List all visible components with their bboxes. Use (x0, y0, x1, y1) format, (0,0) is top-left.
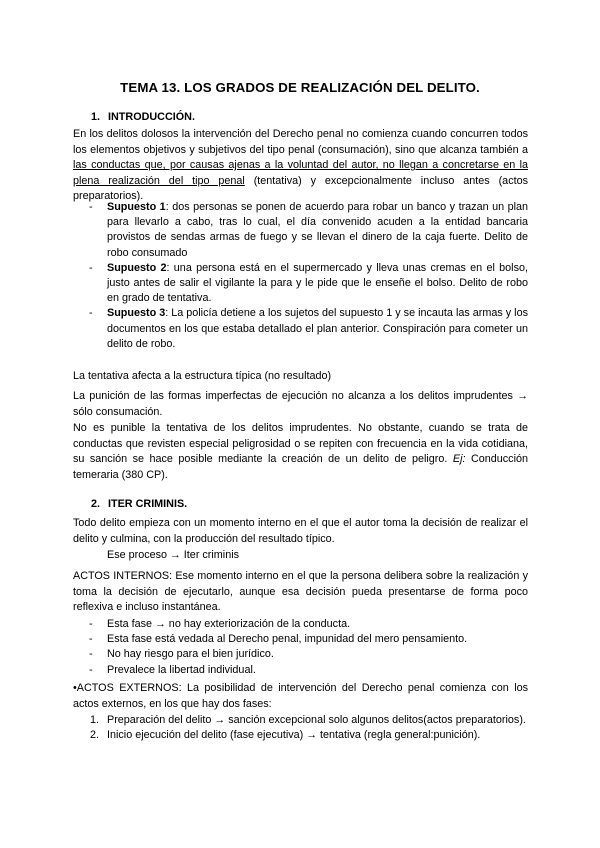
page-title: TEMA 13. LOS GRADOS DE REALIZACIÓN DEL DELITO. (120, 80, 480, 95)
item-text: Preparación del delito → sanción excepcional solo algunos delitos(actos preparatorios). (107, 714, 526, 726)
list-item (73, 200, 528, 261)
imprudentes-paragraph (73, 421, 528, 483)
intro-underlined-text: las conductas que, por causas ajenas a la voluntad del autor, no llegan a concretarse en la plena realización del tipo penal (73, 159, 528, 187)
item-number: 2. (90, 729, 100, 742)
list-item (73, 728, 528, 743)
item-text: Inicio ejecución del delito (fase ejecutiva) → tentativa (regla general:punición). (107, 729, 481, 742)
section-heading-iter-criminis (91, 498, 187, 510)
actos-externos-paragraph: •ACTOS EXTERNOS: La posibilidad de intervención del Derecho penal comienza con los actos externos, en los que hay dos fases: (73, 682, 528, 710)
supuesto-label: Supuesto 3 (107, 307, 166, 320)
list-item: - Esta fase está vedada al Derecho penal, impunidad del mero pensamiento. (73, 632, 528, 647)
supuesto-label: Supuesto 2 (107, 261, 167, 274)
list-item (73, 306, 528, 352)
supuesto-label: Supuesto 1 (107, 201, 166, 213)
list-item: - No hay riesgo para el bien jurídico. (73, 647, 528, 662)
example-label: Ej: (452, 453, 466, 466)
list-item (73, 713, 528, 728)
list-item: - Prevalece la libertad individual. (73, 663, 528, 678)
supuesto-text: : La policía detiene a los sujetos del supuesto 1 y se incauta las armas y los documentos en los que estaba detallado el plan anterior. Conspiración para cometer un delito de robo. (107, 307, 528, 350)
list-item: - Esta fase → no hay exteriorización de la conducta. (73, 617, 528, 632)
actos-internos-list (73, 617, 528, 678)
actos-internos-paragraph: ACTOS INTERNOS: Ese momento interno en el que la persona delibera sobre la realización y toma la decisión de ejecutarlo, aunque esa decisión pueda presentarse de forma poco reflexiva e incluso instantánea. (73, 570, 528, 614)
item-number: 1. (90, 714, 100, 726)
intro-text-b: (tentativa) y excepcionalmente incluso antes (actos preparatorios). (73, 174, 528, 203)
supuesto-text: : dos personas se ponen de acuerdo para robar un banco y trazan un plan para llevarlo a cabo, tras lo cual, el día convenido acuden a la entidad bancaria provistos de sendas armas de fuego y se llevan el dinero de la caja fuerte. Delito de robo consumado (107, 201, 529, 259)
tentativa-paragraph: La tentativa afecta a la estructura típica (no resultado) (73, 370, 332, 382)
section-number: 1. (91, 111, 101, 123)
section-title: INTRODUCCIÓN. (108, 111, 195, 123)
section-number: 2. (91, 498, 101, 510)
supuesto-text: : una persona está en el supermercado y lleva unas cremas en el bolso, justo antes de salir el vigilante la para y le pide que le enseñe el bolso. Delito de robo en grado de tentativa. (107, 261, 528, 305)
imprudentes-text-b: Conducción temeraria (380 CP). (73, 453, 528, 481)
supuestos-list (73, 200, 528, 352)
section-heading-introduccion (91, 111, 195, 123)
iter-intro-paragraph: Todo delito empieza con un momento interno en el que el autor toma la decisión de realizar el delito y culmina, con la producción del resultado típico. (73, 517, 528, 545)
section-title: ITER CRIMINIS. (108, 498, 188, 510)
actos-externos-list (73, 713, 528, 743)
punicion-paragraph: La punición de las formas imperfectas de ejecución no alcanza a los delitos imprudentes → sólo consumación. (73, 390, 528, 418)
intro-text-a: En los delitos dolosos la intervención del Derecho penal no comienza cuando concurren todos los elementos objetivos y subjetivos del tipo penal (consumación), sino que alcanza también a (73, 128, 528, 156)
intro-paragraph (73, 127, 528, 205)
list-item (73, 261, 528, 307)
iter-criminis-line: Ese proceso → Iter criminis (107, 549, 239, 561)
imprudentes-text-a: No es punible la tentativa de los delitos imprudentes. No obstante, cuando se trata de conductas que revisten especial peligrosidad o se repiten con frecuencia en la vida cotidiana, su sanción se hace posible mediante la creación de un delito de peligro. (73, 422, 528, 466)
